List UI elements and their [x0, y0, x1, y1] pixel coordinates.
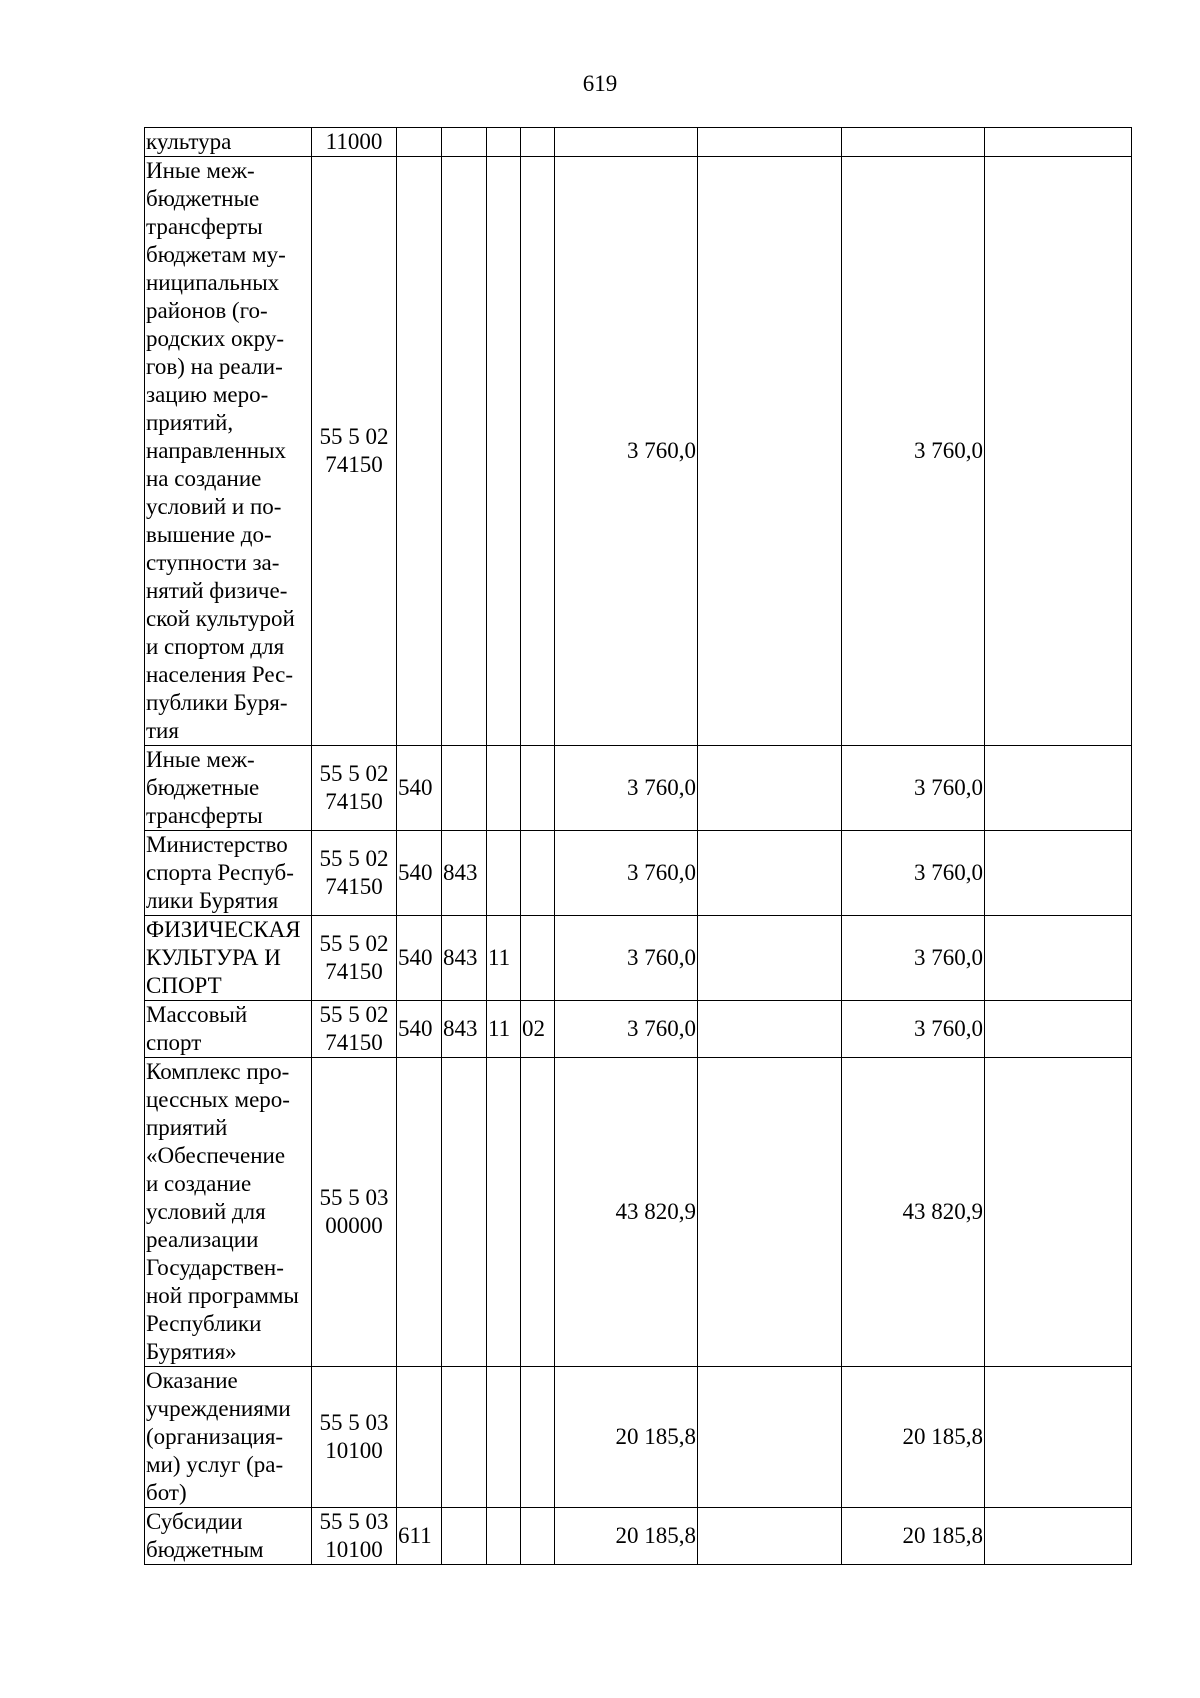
cell-name-line: спорта Респуб-	[146, 860, 294, 885]
cell-amount-sum1: 3 760,0	[555, 746, 698, 831]
cell-name-line: населения Рес-	[146, 662, 293, 687]
cell-name-line: бюджетные	[146, 186, 260, 211]
cell-ministry-code: 843	[442, 1001, 487, 1058]
cell-name-line: бюджетные	[146, 775, 260, 800]
cell-name-line: ной программы	[146, 1283, 299, 1308]
cell-name-line: культура	[146, 129, 232, 154]
cell-subsection: 02	[521, 1001, 555, 1058]
cell-target-code	[312, 157, 397, 746]
cell-name-line: Комплекс про-	[146, 1059, 290, 1084]
cell-amount-sum4	[985, 1367, 1132, 1508]
cell-name-line: приятий,	[146, 410, 234, 435]
table-body	[145, 128, 1132, 1565]
table-row	[145, 157, 1132, 746]
cell-amount-sum2	[698, 1367, 842, 1508]
cell-code-line: 74150	[325, 874, 383, 899]
cell-amount-sum2	[698, 916, 842, 1001]
cell-name	[145, 1367, 312, 1508]
cell-expense-type: 540	[397, 746, 442, 831]
cell-name-line: публики Буря-	[146, 690, 288, 715]
cell-name-line: КУЛЬТУРА И	[146, 945, 281, 970]
budget-table	[144, 127, 1132, 1565]
cell-expense-type	[397, 1367, 442, 1508]
page-number: 619	[582, 71, 618, 96]
cell-amount-sum4	[985, 1508, 1132, 1565]
cell-code-line: 55 5 02	[319, 761, 389, 786]
cell-amount-sum3: 20 185,8	[842, 1367, 985, 1508]
cell-target-code	[312, 1508, 397, 1565]
cell-name-line: «Обеспечение	[146, 1143, 286, 1168]
cell-name-line: и создание	[146, 1171, 252, 1196]
cell-name-line: ми) услуг (ра-	[146, 1452, 284, 1477]
cell-code-line: 55 5 03	[319, 1410, 389, 1435]
cell-name-line: Массовый	[146, 1002, 248, 1027]
cell-name-line: лики Бурятия	[146, 888, 279, 913]
cell-amount-sum4	[985, 1058, 1132, 1367]
cell-amount-sum4	[985, 916, 1132, 1001]
table-row	[145, 746, 1132, 831]
cell-amount-sum3	[842, 128, 985, 157]
cell-name-line: зацию меро-	[146, 382, 269, 407]
cell-name	[145, 157, 312, 746]
cell-amount-sum4	[985, 831, 1132, 916]
cell-section: 11	[487, 916, 521, 1001]
cell-name	[145, 746, 312, 831]
cell-name-line: учреждениями	[146, 1396, 291, 1421]
cell-code-line: 55 5 02	[319, 1002, 389, 1027]
cell-amount-sum3: 3 760,0	[842, 1001, 985, 1058]
cell-code-line: 55 5 02	[319, 846, 389, 871]
cell-amount-sum1: 43 820,9	[555, 1058, 698, 1367]
table-row	[145, 1508, 1132, 1565]
cell-target-code	[312, 1001, 397, 1058]
cell-name-line: Иные меж-	[146, 747, 255, 772]
cell-name-line: Субсидии	[146, 1509, 243, 1534]
cell-section	[487, 746, 521, 831]
table-row	[145, 1058, 1132, 1367]
cell-name-line: СПОРТ	[146, 973, 222, 998]
cell-ministry-code	[442, 746, 487, 831]
cell-section	[487, 128, 521, 157]
cell-amount-sum2	[698, 746, 842, 831]
cell-name-line: вышение до-	[146, 522, 272, 547]
cell-expense-type: 611	[397, 1508, 442, 1565]
cell-name-line: реализации	[146, 1227, 259, 1252]
cell-subsection	[521, 831, 555, 916]
cell-name-line: ФИЗИЧЕСКАЯ	[146, 917, 301, 942]
cell-name-line: условий и по-	[146, 494, 282, 519]
cell-code-line: 55 5 03	[319, 1185, 389, 1210]
cell-name-line: бот)	[146, 1480, 187, 1505]
cell-name-line: Оказание	[146, 1368, 238, 1393]
table-row	[145, 1001, 1132, 1058]
cell-subsection	[521, 128, 555, 157]
cell-amount-sum1: 3 760,0	[555, 831, 698, 916]
cell-name	[145, 831, 312, 916]
cell-amount-sum2	[698, 1508, 842, 1565]
table-row	[145, 831, 1132, 916]
cell-name-line: цессных меро-	[146, 1087, 290, 1112]
cell-ministry-code: 843	[442, 831, 487, 916]
cell-amount-sum3: 3 760,0	[842, 831, 985, 916]
cell-amount-sum2	[698, 128, 842, 157]
cell-amount-sum2	[698, 1058, 842, 1367]
cell-name-line: Иные меж-	[146, 158, 255, 183]
cell-subsection	[521, 157, 555, 746]
cell-code-line: 10100	[325, 1438, 383, 1463]
cell-name-line: нятий физиче-	[146, 578, 288, 603]
cell-amount-sum1: 20 185,8	[555, 1508, 698, 1565]
cell-code-line: 74150	[325, 452, 383, 477]
cell-subsection	[521, 916, 555, 1001]
cell-expense-type	[397, 1058, 442, 1367]
cell-name-line: тия	[146, 718, 179, 743]
cell-amount-sum4	[985, 746, 1132, 831]
cell-code-line: 11000	[325, 129, 383, 154]
cell-amount-sum3: 43 820,9	[842, 1058, 985, 1367]
cell-amount-sum3: 3 760,0	[842, 916, 985, 1001]
cell-target-code	[312, 831, 397, 916]
cell-name-line: условий для	[146, 1199, 266, 1224]
cell-target-code	[312, 916, 397, 1001]
cell-expense-type: 540	[397, 1001, 442, 1058]
cell-expense-type: 540	[397, 831, 442, 916]
cell-expense-type: 540	[397, 916, 442, 1001]
cell-name-line: спорт	[146, 1030, 202, 1055]
cell-amount-sum3: 3 760,0	[842, 157, 985, 746]
cell-name-line: ниципальных	[146, 270, 280, 295]
cell-target-code	[312, 746, 397, 831]
cell-code-line: 55 5 02	[319, 424, 389, 449]
cell-ministry-code	[442, 157, 487, 746]
cell-name-line: Бурятия»	[146, 1339, 237, 1364]
cell-amount-sum1: 3 760,0	[555, 1001, 698, 1058]
cell-name-line: бюджетам му-	[146, 242, 286, 267]
cell-target-code	[312, 1367, 397, 1508]
cell-code-line: 10100	[325, 1537, 383, 1562]
cell-name-line: родских окру-	[146, 326, 285, 351]
cell-section	[487, 157, 521, 746]
table-row	[145, 916, 1132, 1001]
cell-name-line: ской культурой	[146, 606, 295, 631]
cell-name-line: Государствен-	[146, 1255, 284, 1280]
cell-amount-sum4	[985, 157, 1132, 746]
cell-name-line: трансферты	[146, 214, 263, 239]
cell-name	[145, 1058, 312, 1367]
cell-name-line: (организация-	[146, 1424, 284, 1449]
cell-amount-sum4	[985, 128, 1132, 157]
cell-code-line: 74150	[325, 1030, 383, 1055]
cell-name-line: гов) на реали-	[146, 354, 283, 379]
cell-code-line: 55 5 02	[319, 931, 389, 956]
cell-target-code	[312, 128, 397, 157]
cell-name-line: Министерство	[146, 832, 288, 857]
cell-ministry-code: 843	[442, 916, 487, 1001]
cell-amount-sum2	[698, 1001, 842, 1058]
cell-name-line: районов (го-	[146, 298, 268, 323]
cell-name-line: Республики	[146, 1311, 262, 1336]
cell-name-line: трансферты	[146, 803, 263, 828]
cell-code-line: 74150	[325, 789, 383, 814]
cell-amount-sum3: 20 185,8	[842, 1508, 985, 1565]
cell-ministry-code	[442, 1508, 487, 1565]
cell-section: 11	[487, 1001, 521, 1058]
cell-amount-sum1	[555, 128, 698, 157]
cell-code-line: 55 5 03	[319, 1509, 389, 1534]
cell-ministry-code	[442, 1058, 487, 1367]
cell-amount-sum4	[985, 1001, 1132, 1058]
cell-amount-sum1: 20 185,8	[555, 1367, 698, 1508]
cell-ministry-code	[442, 128, 487, 157]
table-row	[145, 128, 1132, 157]
cell-name-line: и спортом для	[146, 634, 285, 659]
cell-section	[487, 831, 521, 916]
cell-code-line: 00000	[325, 1213, 383, 1238]
cell-name	[145, 1001, 312, 1058]
cell-name-line: бюджетным	[146, 1537, 264, 1562]
cell-section	[487, 1058, 521, 1367]
cell-name-line: направленных	[146, 438, 287, 463]
cell-amount-sum3: 3 760,0	[842, 746, 985, 831]
cell-section	[487, 1367, 521, 1508]
cell-name	[145, 1508, 312, 1565]
table-row	[145, 1367, 1132, 1508]
cell-amount-sum2	[698, 157, 842, 746]
cell-section	[487, 1508, 521, 1565]
cell-ministry-code	[442, 1367, 487, 1508]
cell-subsection	[521, 1508, 555, 1565]
cell-target-code	[312, 1058, 397, 1367]
cell-amount-sum1: 3 760,0	[555, 157, 698, 746]
cell-amount-sum1: 3 760,0	[555, 916, 698, 1001]
cell-subsection	[521, 1367, 555, 1508]
cell-expense-type	[397, 157, 442, 746]
cell-subsection	[521, 746, 555, 831]
cell-name-line: приятий	[146, 1115, 228, 1140]
cell-name	[145, 128, 312, 157]
cell-subsection	[521, 1058, 555, 1367]
cell-name-line: ступности за-	[146, 550, 280, 575]
cell-name	[145, 916, 312, 1001]
cell-amount-sum2	[698, 831, 842, 916]
cell-code-line: 74150	[325, 959, 383, 984]
cell-expense-type	[397, 128, 442, 157]
cell-name-line: на создание	[146, 466, 262, 491]
